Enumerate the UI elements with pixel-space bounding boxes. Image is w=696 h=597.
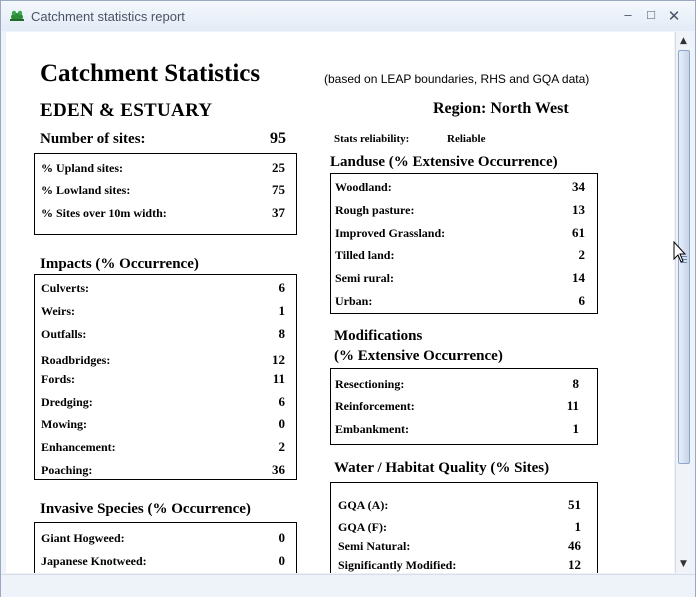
list-item-label: Dredging: bbox=[41, 395, 93, 409]
list-item-value: 14 bbox=[572, 270, 585, 285]
scroll-down-button[interactable]: ▼ bbox=[680, 559, 687, 569]
list-item-value: 75 bbox=[272, 182, 285, 197]
list-item-value: 36 bbox=[272, 462, 285, 477]
list-item-value: 6 bbox=[578, 293, 585, 308]
list-item-label: Weirs: bbox=[41, 304, 75, 318]
close-button[interactable]: ✕ bbox=[667, 8, 681, 25]
list-item-label: Urban: bbox=[335, 294, 373, 308]
title-bar[interactable] bbox=[1, 1, 695, 31]
list-item-label: % Lowland sites: bbox=[41, 183, 131, 197]
list-item-label: Semi Natural: bbox=[338, 539, 411, 553]
list-item-value: 11 bbox=[272, 371, 285, 386]
invasive-box bbox=[34, 522, 297, 573]
modifications-subheading: (% Extensive Occurrence) bbox=[334, 348, 503, 364]
list-item-value: 12 bbox=[272, 352, 285, 367]
list-item-label: Japanese Knotweed: bbox=[41, 554, 147, 568]
list-item-label: Resectioning: bbox=[335, 377, 405, 391]
list-item-value: 8 bbox=[278, 326, 285, 341]
vertical-scrollbar[interactable] bbox=[675, 32, 691, 573]
mouse-cursor-icon bbox=[673, 241, 687, 265]
list-item-value: 0 bbox=[278, 416, 285, 431]
scroll-up-button[interactable]: ▲ bbox=[680, 36, 687, 46]
water-quality-heading: Water / Habitat Quality (% Sites) bbox=[334, 460, 550, 476]
list-item-label: Fords: bbox=[41, 372, 75, 386]
list-item-value: 61 bbox=[572, 225, 585, 240]
number-of-sites-label: Number of sites: bbox=[40, 131, 146, 147]
modifications-box bbox=[330, 368, 598, 445]
list-item-label: % Sites over 10m width: bbox=[41, 206, 167, 220]
list-item-value: 1 bbox=[572, 421, 579, 436]
impacts-heading: Impacts (% Occurrence) bbox=[40, 256, 199, 272]
list-item-label: Woodland: bbox=[335, 180, 392, 194]
list-item-value: 2 bbox=[278, 439, 285, 454]
list-item-value: 2 bbox=[578, 247, 585, 262]
list-item-value: 1 bbox=[574, 519, 581, 534]
list-item-label: GQA (A): bbox=[338, 498, 389, 512]
list-item-label: Giant Hogweed: bbox=[41, 531, 125, 545]
catchment-name: EDEN & ESTUARY bbox=[40, 100, 213, 121]
list-item-value: 34 bbox=[572, 179, 585, 194]
list-item-value: 0 bbox=[278, 530, 285, 545]
impacts-box bbox=[34, 274, 297, 480]
maximize-button[interactable]: □ bbox=[647, 7, 655, 22]
landuse-box bbox=[330, 173, 598, 314]
list-item-label: Poaching: bbox=[41, 463, 93, 477]
report-subtitle: (based on LEAP boundaries, RHS and GQA data) bbox=[324, 72, 590, 86]
report-content bbox=[6, 32, 674, 573]
list-item-value: 51 bbox=[568, 497, 581, 512]
list-item-value: 0 bbox=[278, 553, 285, 568]
list-item-label: Roadbridges: bbox=[41, 353, 111, 367]
list-item-value: 1 bbox=[278, 303, 285, 318]
list-item-label: Significantly Modified: bbox=[338, 558, 457, 572]
list-item-label: % Upland sites: bbox=[41, 161, 124, 175]
list-item-value: 6 bbox=[278, 394, 285, 409]
list-item-label: Tilled land: bbox=[335, 248, 395, 262]
stats-reliability-label: Stats reliability: bbox=[334, 133, 410, 145]
list-item-label: Embankment: bbox=[335, 422, 410, 436]
list-item-value: 8 bbox=[572, 376, 579, 391]
list-item-value: 46 bbox=[568, 538, 581, 553]
list-item-label: Semi rural: bbox=[335, 271, 394, 285]
list-item-label: Outfalls: bbox=[41, 327, 87, 341]
sites-box bbox=[34, 153, 297, 235]
water-quality-box bbox=[330, 482, 598, 573]
app-icon bbox=[9, 9, 25, 23]
list-item-value: 13 bbox=[572, 202, 585, 217]
list-item-value: 25 bbox=[272, 160, 285, 175]
list-item-label: GQA (F): bbox=[338, 520, 387, 534]
list-item-label: Rough pasture: bbox=[335, 203, 415, 217]
minimize-button[interactable]: – bbox=[624, 7, 632, 22]
list-item-value: 37 bbox=[272, 205, 285, 220]
report-title: Catchment Statistics bbox=[40, 60, 261, 87]
status-bar bbox=[1, 574, 695, 597]
list-item-value: 11 bbox=[566, 398, 579, 413]
list-item-label: Culverts: bbox=[41, 281, 89, 295]
number-of-sites-value: 95 bbox=[270, 130, 286, 147]
list-item-label: Improved Grassland: bbox=[335, 226, 446, 240]
landuse-heading: Landuse (% Extensive Occurrence) bbox=[330, 154, 558, 170]
list-item-value: 6 bbox=[278, 280, 285, 295]
region-label: Region: North West bbox=[433, 100, 569, 117]
window-title: Catchment statistics report bbox=[31, 9, 185, 24]
invasive-heading: Invasive Species (% Occurrence) bbox=[40, 501, 251, 517]
list-item-value: 12 bbox=[568, 557, 581, 572]
modifications-heading: Modifications bbox=[334, 328, 423, 344]
list-item-label: Mowing: bbox=[41, 417, 87, 431]
stats-reliability-value: Reliable bbox=[447, 133, 486, 145]
list-item-label: Enhancement: bbox=[41, 440, 116, 454]
list-item-label: Reinforcement: bbox=[335, 399, 415, 413]
